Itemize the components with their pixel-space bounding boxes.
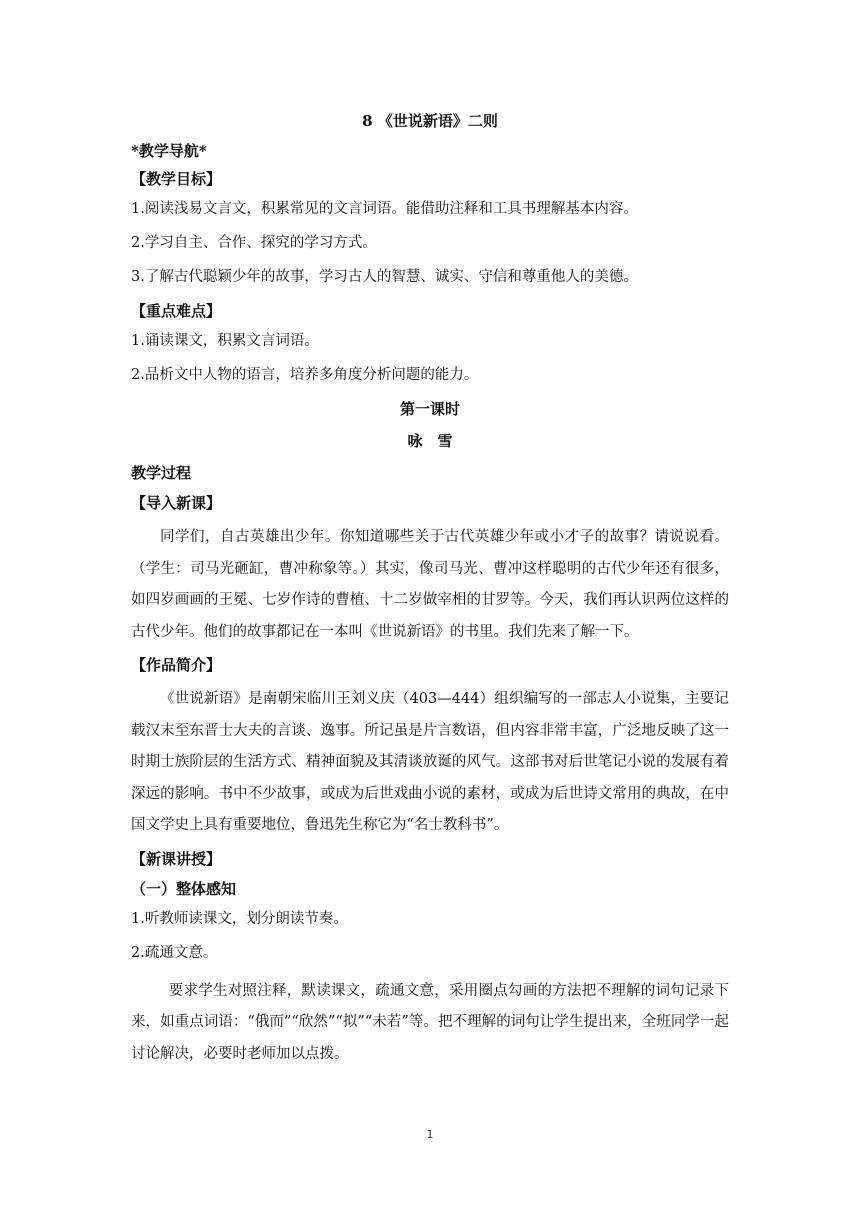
document-title: 8 《世说新语》二则 (362, 112, 498, 130)
process-heading: 教学过程 (131, 464, 192, 482)
requirement-paragraph: 要求学生对照注释，默读课文，疏通文意，采用圈点勾画的方法把不理解的词句记录下来，如重点词语：“俄而”“欣然”“拟”“未若”等。把不理解的词句让学生提出来，全班同学一起讨论解决，必要时老师加以点拨。 (131, 982, 729, 1062)
teaching-nav-label: *教学导航* (131, 142, 207, 160)
lesson-subtitle: 咏 雪 (407, 432, 453, 450)
intro-heading: 【导入新课】 (131, 494, 222, 512)
lesson-label: 第一课时 (399, 400, 460, 418)
step-item: 1.听教师读课文，划分朗读节奏。 (131, 910, 348, 927)
keypoints-heading: 【重点难点】 (131, 302, 222, 320)
goal-item: 3.了解古代聪颖少年的故事，学习古人的智慧、诚实、守信和尊重他人的美德。 (131, 269, 638, 285)
new-lesson-heading: 【新课讲授】 (131, 849, 222, 868)
overall-perception-heading: （一）整体感知 (131, 879, 237, 898)
step-item: 2.疏通文意。 (131, 944, 218, 961)
goal-item: 2.学习自主、合作、探究的学习方式。 (131, 235, 377, 251)
page-number: 1 (426, 1128, 434, 1141)
goal-item: 1.阅读浅易文言文，积累常见的文言词语。能借助注释和工具书理解基本内容。 (131, 201, 638, 217)
page-content (131, 110, 729, 1076)
work-intro-paragraph: 《世说新语》是南朝宋临川王刘义庆（403—444）组织编写的一部志人小说集，主要记载汉末至东晋士大夫的言谈、逸事。所记虽是片言数语，但内容非常丰富，广泛地反映了这一时期士族阶层的生活方式、精神面貌及其清谈放诞的风气。这部书对后世笔记小说的发展有着深远的影响。书中不少故事，或成为后世戏曲小说的素材，或成为后世诗文常用的典故，在中国文学史上具有重要地位，鲁迅先生称它为“名士教科书”。 (131, 691, 729, 833)
goals-heading: 【教学目标】 (131, 170, 222, 188)
work-intro-heading: 【作品简介】 (131, 656, 222, 674)
intro-paragraph: 同学们，自古英雄出少年。你知道哪些关于古代英雄少年或小才子的故事？请说说看。（学生：司马光砸缸，曹冲称象等。）其实，像司马光、曹冲这样聪明的古代少年还有很多，如四岁画画的王冕、七岁作诗的曹植、十二岁做宰相的甘罗等。今天，我们再认识两位这样的古代少年。他们的故事都记在一本叫《世说新语》的书里。我们先来了解一下。 (131, 529, 729, 640)
keypoint-item: 1.诵读课文，积累文言词语。 (131, 333, 319, 349)
keypoint-item: 2.品析文中人物的语言，培养多角度分析问题的能力。 (131, 367, 479, 383)
